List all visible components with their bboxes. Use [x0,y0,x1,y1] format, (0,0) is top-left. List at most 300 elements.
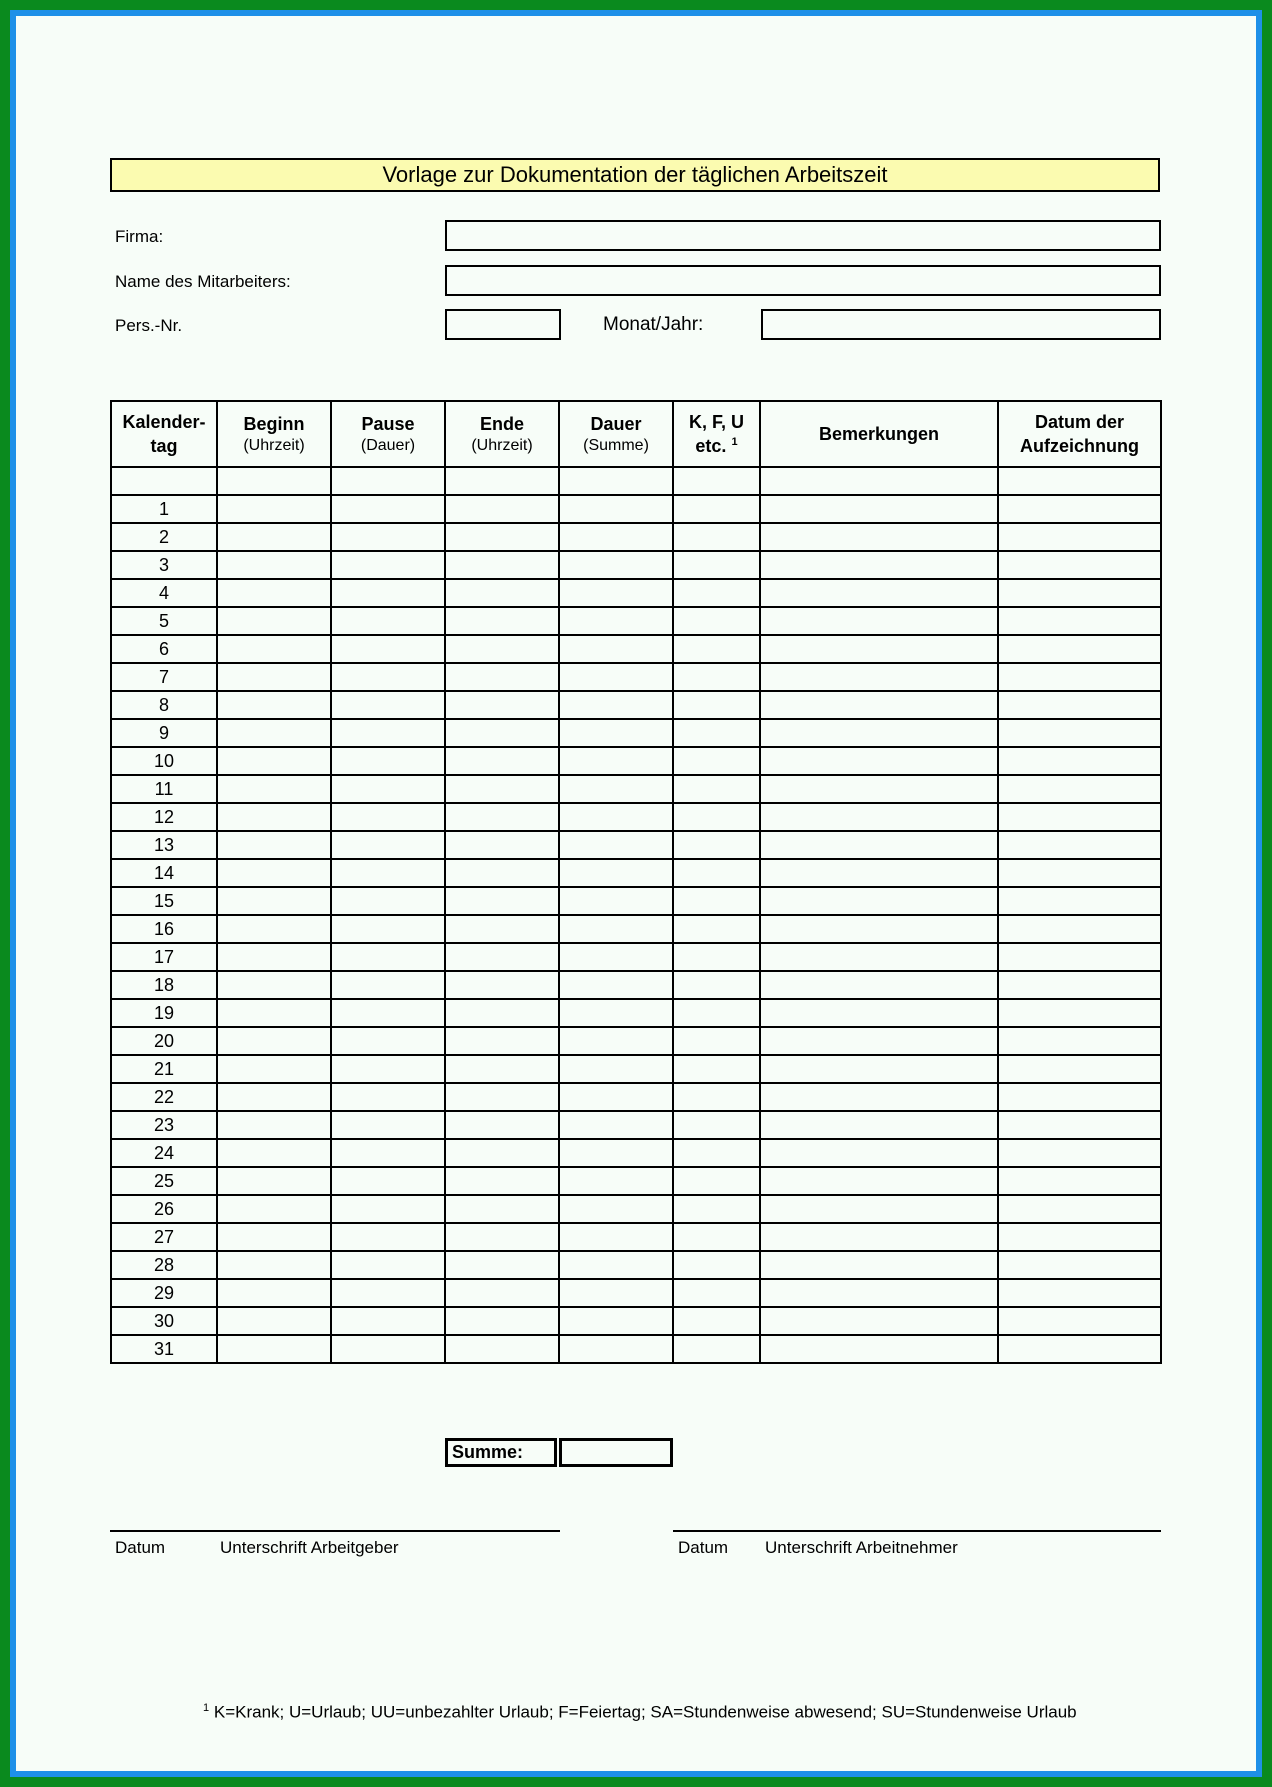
entry-cell[interactable] [998,1223,1161,1251]
day-number-cell: 11 [111,775,217,803]
entry-cell[interactable] [998,1111,1161,1139]
entry-cell[interactable] [559,607,673,635]
firma-label: Firma: [115,227,164,246]
entry-cell[interactable] [331,495,445,523]
entry-cell[interactable] [760,775,998,803]
entry-cell[interactable] [331,1055,445,1083]
day-number-cell: 17 [111,943,217,971]
entry-cell[interactable] [760,495,998,523]
entry-cell[interactable] [445,691,559,719]
entry-cell[interactable] [760,1139,998,1167]
entry-cell[interactable] [445,1195,559,1223]
signature-line-employee [673,1530,1161,1532]
entry-cell[interactable] [445,1335,559,1363]
entry-cell[interactable] [673,1279,760,1307]
entry-cell[interactable] [760,971,998,999]
entry-cell[interactable] [217,1223,331,1251]
entry-cell[interactable] [217,887,331,915]
entry-cell[interactable] [331,691,445,719]
table-row [111,831,1161,859]
entry-cell[interactable] [673,719,760,747]
entry-cell[interactable] [445,1111,559,1139]
entry-cell[interactable] [760,1251,998,1279]
entry-cell[interactable] [217,747,331,775]
entry-cell[interactable] [998,523,1161,551]
entry-cell[interactable] [998,719,1161,747]
entry-cell[interactable] [559,915,673,943]
table-row [111,859,1161,887]
day-number-cell: 23 [111,1111,217,1139]
table-row [111,1111,1161,1139]
entry-cell[interactable] [760,1223,998,1251]
entry-cell[interactable] [217,1083,331,1111]
entry-cell[interactable] [559,523,673,551]
entry-cell[interactable] [331,1335,445,1363]
entry-cell[interactable] [331,775,445,803]
entry-cell[interactable] [760,943,998,971]
day-number-cell: 2 [111,523,217,551]
entry-cell[interactable] [445,635,559,663]
entry-cell[interactable] [559,747,673,775]
entry-cell[interactable] [445,579,559,607]
entry-cell[interactable] [331,467,445,495]
entry-cell[interactable] [331,1167,445,1195]
table-row [111,1027,1161,1055]
entry-cell[interactable] [331,579,445,607]
entry-cell[interactable] [673,859,760,887]
table-row [111,467,1161,495]
entry-cell[interactable] [998,971,1161,999]
entry-cell[interactable] [673,803,760,831]
entry-cell[interactable] [998,607,1161,635]
header-beginn: Beginn (Uhrzeit) [217,401,331,467]
entry-cell[interactable] [998,803,1161,831]
entry-cell[interactable] [445,467,559,495]
entry-cell[interactable] [998,999,1161,1027]
header-ende: Ende (Uhrzeit) [445,401,559,467]
entry-cell[interactable] [760,1083,998,1111]
entry-cell[interactable] [559,635,673,663]
header-dauer: Dauer (Summe) [559,401,673,467]
entry-cell[interactable] [331,999,445,1027]
entry-cell[interactable] [331,1139,445,1167]
table-row [111,803,1161,831]
entry-cell[interactable] [217,1307,331,1335]
day-number-cell: 30 [111,1307,217,1335]
entry-cell[interactable] [559,1223,673,1251]
entry-cell[interactable] [559,1139,673,1167]
entry-cell[interactable] [673,1307,760,1335]
entry-cell[interactable] [559,1083,673,1111]
entry-cell[interactable] [673,1055,760,1083]
table-row [111,691,1161,719]
employer-signature-label: Unterschrift Arbeitgeber [220,1538,399,1557]
entry-cell[interactable] [760,859,998,887]
entry-cell[interactable] [673,915,760,943]
entry-cell[interactable] [331,887,445,915]
entry-cell[interactable] [998,1195,1161,1223]
table-row [111,775,1161,803]
entry-cell[interactable] [559,467,673,495]
day-number-cell: 9 [111,719,217,747]
day-number-cell: 1 [111,495,217,523]
entry-cell[interactable] [331,1027,445,1055]
table-row [111,1279,1161,1307]
table-row [111,1335,1161,1363]
entry-cell[interactable] [760,551,998,579]
table-row [111,747,1161,775]
day-number-cell: 21 [111,1055,217,1083]
entry-cell[interactable] [445,1027,559,1055]
entry-cell[interactable] [331,747,445,775]
entry-cell[interactable] [559,1307,673,1335]
table-row [111,607,1161,635]
entry-cell[interactable] [760,523,998,551]
entry-cell[interactable] [559,1195,673,1223]
entry-cell[interactable] [998,551,1161,579]
firma-input[interactable] [445,220,1161,251]
entry-cell[interactable] [217,523,331,551]
entry-cell[interactable] [559,579,673,607]
entry-cell[interactable] [998,467,1161,495]
day-number-cell: 15 [111,887,217,915]
entry-cell[interactable] [217,971,331,999]
entry-cell[interactable] [673,1167,760,1195]
entry-cell[interactable] [559,1335,673,1363]
entry-cell[interactable] [445,775,559,803]
entry-cell[interactable] [331,607,445,635]
entry-cell[interactable] [445,523,559,551]
entry-cell[interactable] [673,1027,760,1055]
entry-cell[interactable] [217,1139,331,1167]
entry-cell[interactable] [760,1195,998,1223]
entry-cell[interactable] [331,831,445,859]
entry-cell[interactable] [760,607,998,635]
entry-cell[interactable] [760,747,998,775]
entry-cell[interactable] [998,1335,1161,1363]
entry-cell[interactable] [673,551,760,579]
entry-cell[interactable] [559,1027,673,1055]
entry-cell[interactable] [217,831,331,859]
table-row [111,719,1161,747]
entry-cell[interactable] [760,663,998,691]
entry-cell[interactable] [673,1251,760,1279]
entry-cell[interactable] [217,495,331,523]
entry-cell[interactable] [217,579,331,607]
document-title-text: Vorlage zur Dokumentation der täglichen Arbeitszeit [382,162,888,187]
entry-cell[interactable] [998,495,1161,523]
entry-cell[interactable] [217,803,331,831]
table-body [111,467,1161,1363]
entry-cell[interactable] [331,719,445,747]
entry-cell[interactable] [331,1111,445,1139]
entry-cell[interactable] [760,1307,998,1335]
entry-cell[interactable] [217,943,331,971]
header-pause: Pause (Dauer) [331,401,445,467]
entry-cell[interactable] [559,1055,673,1083]
table-row [111,1167,1161,1195]
entry-cell[interactable] [331,663,445,691]
entry-cell[interactable] [998,887,1161,915]
table-row [111,887,1161,915]
entry-cell[interactable] [331,1195,445,1223]
table-row [111,1139,1161,1167]
entry-cell[interactable] [760,1167,998,1195]
entry-cell[interactable] [559,831,673,859]
table-row [111,971,1161,999]
table-row [111,579,1161,607]
entry-cell[interactable] [760,999,998,1027]
entry-cell[interactable] [998,579,1161,607]
entry-cell[interactable] [445,831,559,859]
entry-cell[interactable] [998,831,1161,859]
entry-cell[interactable] [673,775,760,803]
entry-cell[interactable] [760,1055,998,1083]
day-number-cell: 4 [111,579,217,607]
summe-input[interactable] [559,1438,673,1467]
entry-cell[interactable] [559,775,673,803]
entry-cell[interactable] [445,943,559,971]
entry-cell[interactable] [217,999,331,1027]
entry-cell[interactable] [998,1139,1161,1167]
entry-cell[interactable] [217,467,331,495]
entry-cell[interactable] [217,859,331,887]
entry-cell[interactable] [998,635,1161,663]
entry-cell[interactable] [760,467,998,495]
entry-cell[interactable] [559,691,673,719]
entry-cell[interactable] [331,1279,445,1307]
entry-cell[interactable] [445,1083,559,1111]
entry-cell[interactable] [673,887,760,915]
day-number-cell: 22 [111,1083,217,1111]
entry-cell[interactable] [760,719,998,747]
entry-cell[interactable] [217,1167,331,1195]
entry-cell[interactable] [673,495,760,523]
entry-cell[interactable] [998,1083,1161,1111]
day-number-cell: 20 [111,1027,217,1055]
entry-cell[interactable] [673,831,760,859]
entry-cell[interactable] [673,971,760,999]
entry-cell[interactable] [673,635,760,663]
table-row [111,1307,1161,1335]
entry-cell[interactable] [445,719,559,747]
time-table [110,400,1162,1364]
entry-cell[interactable] [998,943,1161,971]
entry-cell[interactable] [559,719,673,747]
entry-cell[interactable] [445,999,559,1027]
entry-cell[interactable] [445,1307,559,1335]
persnr-input[interactable] [445,309,561,340]
entry-cell[interactable] [331,859,445,887]
entry-cell[interactable] [998,663,1161,691]
day-number-cell: 16 [111,915,217,943]
document-page [16,16,1256,1771]
entry-cell[interactable] [445,915,559,943]
entry-cell[interactable] [217,1279,331,1307]
entry-cell[interactable] [760,915,998,943]
header-datum-aufzeichnung: Datum der Aufzeichnung [998,401,1161,467]
mitarbeiter-label: Name des Mitarbeiters: [115,272,291,291]
entry-cell[interactable] [217,1195,331,1223]
mitarbeiter-input[interactable] [445,265,1161,296]
day-number-cell: 24 [111,1139,217,1167]
entry-cell[interactable] [217,1335,331,1363]
entry-cell[interactable] [559,859,673,887]
entry-cell[interactable] [673,691,760,719]
entry-cell[interactable] [217,719,331,747]
entry-cell[interactable] [760,635,998,663]
day-number-cell: 12 [111,803,217,831]
summe-label: Summe: [445,1438,557,1467]
entry-cell[interactable] [445,607,559,635]
entry-cell[interactable] [760,887,998,915]
entry-cell[interactable] [559,1251,673,1279]
entry-cell[interactable] [998,691,1161,719]
table-row [111,495,1161,523]
day-number-cell: 10 [111,747,217,775]
day-number-cell: 25 [111,1167,217,1195]
entry-cell[interactable] [217,607,331,635]
entry-cell[interactable] [673,1195,760,1223]
entry-cell[interactable] [217,1111,331,1139]
entry-cell[interactable] [760,1027,998,1055]
day-number-cell: 13 [111,831,217,859]
employer-datum-label: Datum [115,1538,166,1557]
entry-cell[interactable] [559,1279,673,1307]
entry-cell[interactable] [760,691,998,719]
entry-cell[interactable] [445,1139,559,1167]
entry-cell[interactable] [217,1027,331,1055]
footnote: $^1$ K=Krank; U=Urlaub; UU=unbezahlter Urlaub; F=Feiertag; SA=Stundenweise abwesend; SU=Stundenweise Urlaub [203,1702,1077,1722]
table-row [111,999,1161,1027]
day-number-cell: 28 [111,1251,217,1279]
entry-cell[interactable] [331,635,445,663]
entry-cell[interactable] [673,999,760,1027]
entry-cell[interactable] [331,803,445,831]
table-row [111,663,1161,691]
entry-cell[interactable] [217,775,331,803]
entry-cell[interactable] [445,1223,559,1251]
entry-cell[interactable] [998,1027,1161,1055]
entry-cell[interactable] [217,1055,331,1083]
entry-cell[interactable] [331,971,445,999]
day-number-cell: 3 [111,551,217,579]
entry-cell[interactable] [331,1083,445,1111]
entry-cell[interactable] [217,691,331,719]
entry-cell[interactable] [673,1111,760,1139]
day-number-cell: 29 [111,1279,217,1307]
entry-cell[interactable] [217,663,331,691]
entry-cell[interactable] [998,1055,1161,1083]
entry-cell[interactable] [673,943,760,971]
signature-line-employer [110,1530,560,1532]
table-row [111,1195,1161,1223]
table-row [111,523,1161,551]
monatjahr-label: Monat/Jahr: [603,314,704,335]
entry-cell[interactable] [331,1251,445,1279]
entry-cell[interactable] [445,747,559,775]
entry-cell[interactable] [445,887,559,915]
entry-cell[interactable] [559,663,673,691]
entry-cell[interactable] [998,1279,1161,1307]
entry-cell[interactable] [673,523,760,551]
entry-cell[interactable] [760,803,998,831]
entry-cell[interactable] [673,467,760,495]
entry-cell[interactable] [998,915,1161,943]
entry-cell[interactable] [331,1307,445,1335]
entry-cell[interactable] [559,495,673,523]
entry-cell[interactable] [673,1335,760,1363]
entry-cell[interactable] [445,551,559,579]
entry-cell[interactable] [998,775,1161,803]
entry-cell[interactable] [559,999,673,1027]
entry-cell[interactable] [217,915,331,943]
entry-cell[interactable] [998,1167,1161,1195]
entry-cell[interactable] [559,887,673,915]
entry-cell[interactable] [445,1251,559,1279]
entry-cell[interactable] [673,1083,760,1111]
entry-cell[interactable] [673,747,760,775]
table-row [111,943,1161,971]
entry-cell[interactable] [331,915,445,943]
entry-cell[interactable] [445,859,559,887]
entry-cell[interactable] [998,747,1161,775]
entry-cell[interactable] [559,1111,673,1139]
entry-cell[interactable] [673,1139,760,1167]
entry-cell[interactable] [559,551,673,579]
entry-cell[interactable] [445,663,559,691]
entry-cell[interactable] [331,551,445,579]
entry-cell[interactable] [760,579,998,607]
entry-cell[interactable] [559,971,673,999]
entry-cell[interactable] [559,803,673,831]
monatjahr-input[interactable] [761,309,1161,340]
employee-signature-label: Unterschrift Arbeitnehmer [765,1538,958,1557]
day-number-cell: 8 [111,691,217,719]
entry-cell[interactable] [331,1223,445,1251]
entry-cell[interactable] [331,523,445,551]
entry-cell[interactable] [445,971,559,999]
entry-cell[interactable] [559,943,673,971]
entry-cell[interactable] [760,1279,998,1307]
entry-cell[interactable] [331,943,445,971]
entry-cell[interactable] [445,495,559,523]
entry-cell[interactable] [217,551,331,579]
entry-cell[interactable] [445,803,559,831]
entry-cell[interactable] [445,1279,559,1307]
entry-cell[interactable] [217,635,331,663]
header-kfu: K, F, U etc. $^1$ [673,401,760,467]
entry-cell[interactable] [559,1167,673,1195]
entry-cell[interactable] [673,663,760,691]
entry-cell[interactable] [217,1251,331,1279]
entry-cell[interactable] [998,859,1161,887]
entry-cell[interactable] [760,831,998,859]
table-row [111,1055,1161,1083]
table-row [111,635,1161,663]
entry-cell[interactable] [673,607,760,635]
entry-cell[interactable] [673,579,760,607]
entry-cell[interactable] [998,1251,1161,1279]
entry-cell[interactable] [760,1335,998,1363]
day-number-cell: 26 [111,1195,217,1223]
entry-cell[interactable] [445,1167,559,1195]
entry-cell[interactable] [760,1111,998,1139]
entry-cell[interactable] [445,1055,559,1083]
entry-cell[interactable] [998,1307,1161,1335]
entry-cell[interactable] [673,1223,760,1251]
day-number-cell: 27 [111,1223,217,1251]
